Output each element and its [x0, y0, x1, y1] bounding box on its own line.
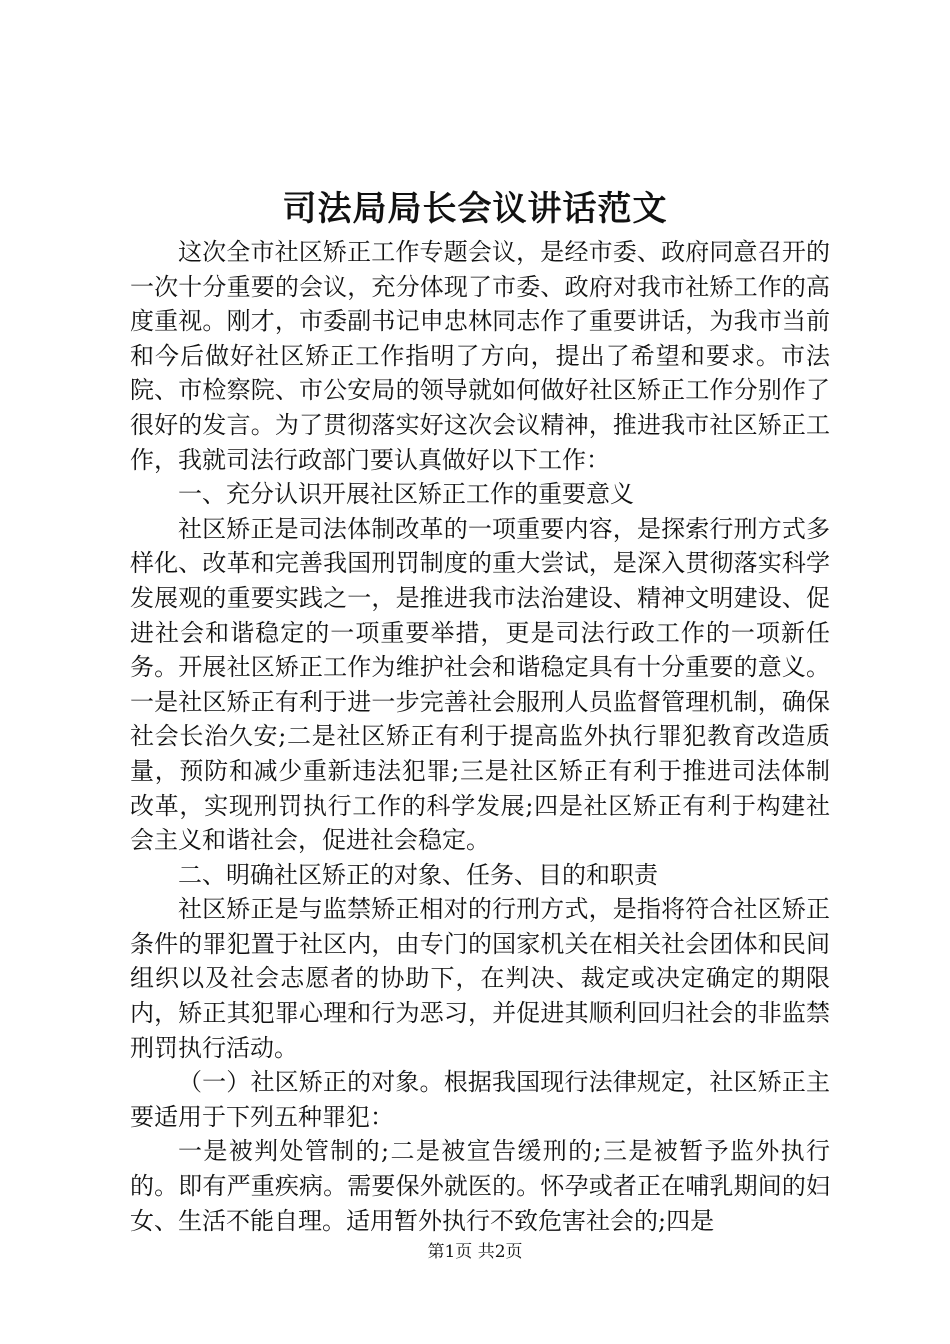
section-heading-1: 一、充分认识开展社区矫正工作的重要意义 [178, 480, 634, 509]
page-number-footer: 第1页 共2页 [427, 1242, 523, 1262]
document-body [130, 235, 830, 1238]
paragraph-definition: 社区矫正是与监禁矫正相对的行刑方式，是指将符合社区矫正条件的罪犯置于社区内，由专门的国家机关在相关社会团体和民间组织以及社会志愿者的协助下，在判决、裁定或决定确定的期限内，矫正其犯罪心理和行为恶习，并促进其顺利回归社会的非监禁刑罚执行活动。 [130, 895, 830, 1062]
paragraph-significance: 社区矫正是司法体制改革的一项重要内容，是探索行刑方式多样化、改革和完善我国刑罚制度的重大尝试，是深入贯彻落实科学发展观的重要实践之一，是推进我市法治建设、精神文明建设、促进社会和谐稳定的一项重要举措，更是司法行政工作的一项新任务。开展社区矫正工作为维护社会和谐稳定具有十分重要的意义。一是社区矫正有利于进一步完善社会服刑人员监督管理机制，确保社会长治久安;二是社区矫正有利于提高监外执行罪犯教育改造质量，预防和减少重新违法犯罪;三是社区矫正有利于推进司法体制改革，实现刑罚执行工作的科学发展;四是社区矫正有利于构建社会主义和谐社会，促进社会稳定。 [130, 514, 830, 855]
paragraph-criminal-types: 一是被判处管制的;二是被宣告缓刑的;三是被暂予监外执行的。即有严重疾病。需要保外就医的。怀孕或者正在哺乳期间的妇女、生活不能自理。适用暂外执行不致危害社会的;四是 [130, 1137, 830, 1235]
document-title: 司法局局长会议讲话范文 [282, 189, 668, 229]
paragraph-objects: （一）社区矫正的对象。根据我国现行法律规定，社区矫正主要适用于下列五种罪犯： [130, 1068, 830, 1131]
paragraph-intro: 这次全市社区矫正工作专题会议，是经市委、政府同意召开的一次十分重要的会议，充分体现了市委、政府对我市社矫工作的高度重视。刚才，市委副书记申忠林同志作了重要讲话，为我市当前和今后做好社区矫正工作指明了方向，提出了希望和要求。市法院、市检察院、市公安局的领导就如何做好社区矫正工作分别作了很好的发言。为了贯彻落实好这次会议精神，推进我市社区矫正工作，我就司法行政部门要认真做好以下工作： [130, 238, 830, 474]
section-heading-2: 二、明确社区矫正的对象、任务、目的和职责 [178, 860, 658, 889]
